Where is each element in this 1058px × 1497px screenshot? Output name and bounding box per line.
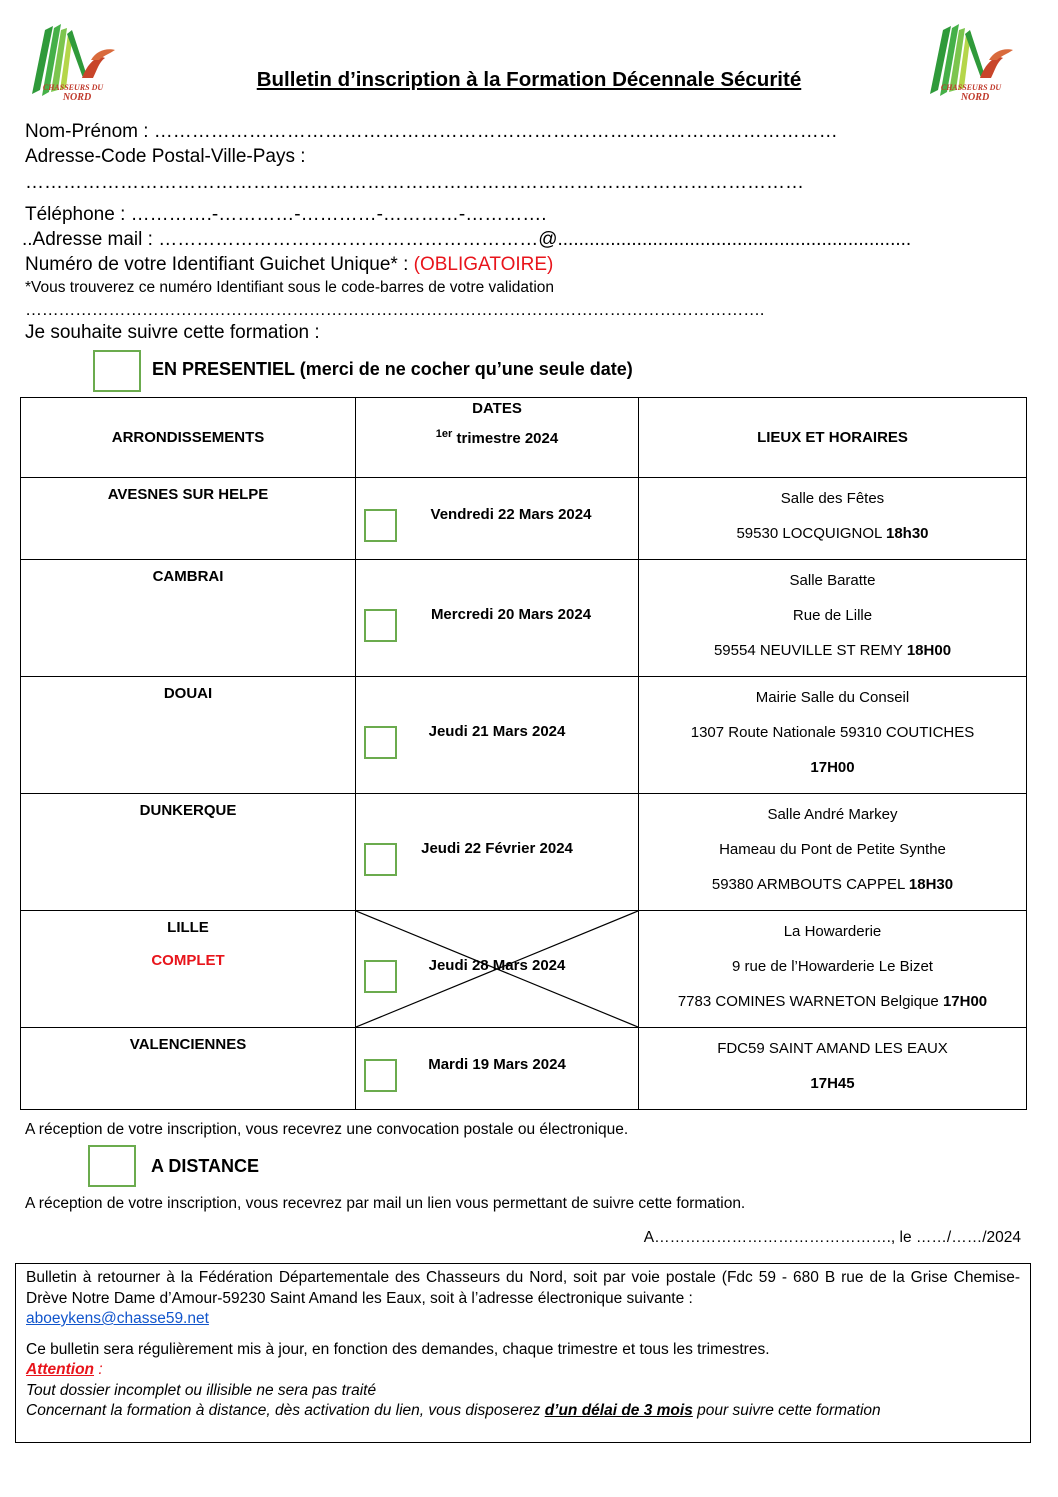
lieu-line: Hameau du Pont de Petite Synthe	[719, 841, 946, 858]
distance-checkbox[interactable]	[88, 1145, 136, 1187]
lieu-line: Salle des Fêtes	[780, 490, 885, 507]
arrondissement-name: AVESNES SUR HELPE	[107, 486, 269, 503]
lieu-address: 59380 ARMBOUTS CAPPEL	[711, 876, 909, 893]
adresse-field[interactable]: ……………………………………………………………………………………………………………	[25, 172, 804, 193]
arrondissement-cell	[21, 677, 356, 794]
session-date: Mardi 19 Mars 2024	[428, 1056, 566, 1073]
lieu-cell	[639, 560, 1027, 677]
lieu-address-hour	[639, 867, 1026, 902]
lieu-line: Mairie Salle du Conseil	[755, 689, 910, 706]
lieu-address: 7783 COMINES WARNETON Belgique	[677, 993, 943, 1010]
table-row	[21, 478, 1027, 560]
arrondissement-name: DUNKERQUE	[139, 802, 237, 819]
table-row	[21, 560, 1027, 677]
header-trimestre-text: trimestre 2024	[452, 430, 559, 447]
session-hour: 18H30	[908, 876, 954, 893]
date-cell	[356, 478, 639, 560]
logo-text-top: CHASSEURS DU	[42, 83, 104, 92]
presentiel-checkbox[interactable]	[93, 350, 141, 392]
page-title: Bulletin d’inscription à la Formation Décennale Sécurité	[256, 68, 802, 91]
arrondissement-cell	[21, 794, 356, 911]
lieu-line: 1307 Route Nationale 59310 COUTICHES	[690, 724, 975, 741]
lieu-line: Salle André Markey	[767, 806, 898, 823]
arrondissement-cell	[21, 911, 356, 1028]
lieu-line: Salle Baratte	[789, 572, 876, 589]
reception-convocation-text: A réception de votre inscription, vous recevrez une convocation postale ou électronique.	[25, 1121, 629, 1138]
logo-text-bottom: NORD	[960, 92, 990, 103]
session-hour: 17H00	[810, 759, 855, 776]
souhaite-label: Je souhaite suivre cette formation :	[25, 322, 320, 343]
arrondissement-name: CAMBRAI	[152, 568, 224, 585]
lieu-line: Rue de Lille	[792, 607, 873, 624]
session-hour: 17H00	[942, 993, 988, 1010]
table-header-row	[21, 398, 1027, 478]
lieu-address-hour	[639, 633, 1026, 668]
footer-return-text: Bulletin à retourner à la Fédération Départementale des Chasseurs du Nord, soit par voie postale (Fdc 59 - 680 B rue de la Grise Chemise-Drève Notre Dame d’Amour-59230 Saint Amand les Eaux, soit à l’adresse électronique suivante :	[26, 1269, 1020, 1307]
header-lieux: LIEUX ET HORAIRES	[639, 398, 1027, 478]
arrondissement-cell	[21, 560, 356, 677]
table-row	[21, 911, 1027, 1028]
attention-colon: :	[94, 1361, 103, 1378]
session-date: Jeudi 28 Mars 2024	[428, 956, 566, 974]
lieu-address-hour	[639, 1066, 1026, 1101]
session-date: Mercredi 20 Mars 2024	[430, 605, 592, 623]
lieu-address-hour	[639, 750, 1026, 785]
attention-word: Attention	[26, 1361, 95, 1378]
status-badge: COMPLET	[151, 952, 225, 969]
footer-update-text: Ce bulletin sera régulièrement mis à jour, en fonction des demandes, chaque trimestre et tous les trimestres.	[26, 1340, 770, 1358]
footer-delay-text	[26, 1401, 1020, 1422]
identifiant-field[interactable]: …………………………………………………………………………………………………………………….	[25, 300, 765, 319]
identifiant-label	[25, 254, 553, 276]
table-row	[21, 677, 1027, 794]
identifiant-label-text: Numéro de votre Identifiant Guichet Unique* :	[25, 254, 414, 275]
date-cell	[356, 560, 639, 677]
session-date: Vendredi 22 Mars 2024	[430, 506, 592, 523]
lieu-cell	[639, 478, 1027, 560]
lieu-line: 9 rue de l’Howarderie Le Bizet	[732, 958, 933, 975]
signature-line[interactable]: A………………………………………., le ……/……/2024	[643, 1229, 1021, 1246]
session-date: Jeudi 22 Février 2024	[421, 839, 573, 857]
lieu-address-hour	[639, 984, 1026, 1019]
presentiel-label: EN PRESENTIEL (merci de ne cocher qu’une seule date)	[152, 359, 633, 379]
header-dates	[356, 398, 639, 478]
lieu-address: 59530 LOCQUIGNOL	[736, 525, 886, 542]
footer-email-link[interactable]: aboeykens@chasse59.net	[26, 1310, 209, 1327]
lieu-cell	[639, 794, 1027, 911]
table-row	[21, 794, 1027, 911]
session-hour: 18H00	[906, 642, 952, 659]
lieu-line: FDC59 SAINT AMAND LES EAUX	[717, 1040, 948, 1057]
lieu-cell	[639, 1028, 1027, 1110]
table-row	[21, 1028, 1027, 1110]
delay-after: pour suivre cette formation	[692, 1402, 881, 1419]
header-dates-label: DATES	[472, 400, 522, 417]
lieu-cell	[639, 677, 1027, 794]
footer-attention	[26, 1360, 1020, 1381]
header-trimestre	[356, 428, 638, 447]
lieu-cell	[639, 911, 1027, 1028]
footer-box	[15, 1263, 1031, 1443]
telephone-field[interactable]: Téléphone : ………….-…………-…………-…………-………….	[25, 204, 547, 225]
arrondissement-name: DOUAI	[163, 685, 213, 702]
arrondissement-cell	[21, 1028, 356, 1110]
required-marker: (OBLIGATOIRE)	[413, 254, 554, 275]
email-field[interactable]: ..Adresse mail : ……………………………………………………@...................................................................	[22, 229, 912, 250]
logo-text-bottom: NORD	[62, 92, 92, 103]
arrondissement-name: VALENCIENNES	[129, 1036, 247, 1053]
schedule-table	[20, 397, 1027, 1110]
footer-incomplete-text: Tout dossier incomplet ou illisible ne sera pas traité	[26, 1381, 377, 1399]
arrondissement-cell	[21, 478, 356, 560]
session-hour: 17H45	[810, 1075, 855, 1092]
header-trimestre-sup: 1er	[435, 428, 453, 440]
distance-label: A DISTANCE	[151, 1156, 259, 1176]
date-cell	[356, 794, 639, 911]
session-hour: 18h30	[885, 525, 929, 542]
arrondissement-name: LILLE	[167, 919, 209, 936]
date-cell	[356, 1028, 639, 1110]
reception-lien-text: A réception de votre inscription, vous recevrez par mail un lien vous permettant de suivre cette formation.	[25, 1195, 746, 1212]
lieu-line: La Howarderie	[783, 923, 882, 940]
identifiant-note: *Vous trouverez ce numéro Identifiant sous le code-barres de votre validation	[25, 279, 555, 296]
lieu-address: 59554 NEUVILLE ST REMY	[713, 642, 907, 659]
adresse-label: Adresse-Code Postal-Ville-Pays :	[25, 146, 306, 167]
lieu-address-hour	[639, 516, 1026, 551]
delay-before: Concernant la formation à distance, dès activation du lien, vous disposerez	[26, 1402, 545, 1419]
logo-text-top: CHASSEURS DU	[940, 83, 1002, 92]
delay-emphasis: d’un délai de 3 mois	[544, 1402, 693, 1419]
date-cell	[356, 911, 639, 1028]
nom-prenom-field[interactable]: Nom-Prénom : ………………………………………………………………………………………………	[25, 121, 838, 142]
header-arrondissements: ARRONDISSEMENTS	[21, 398, 356, 478]
date-cell	[356, 677, 639, 794]
session-date: Jeudi 21 Mars 2024	[428, 722, 566, 740]
